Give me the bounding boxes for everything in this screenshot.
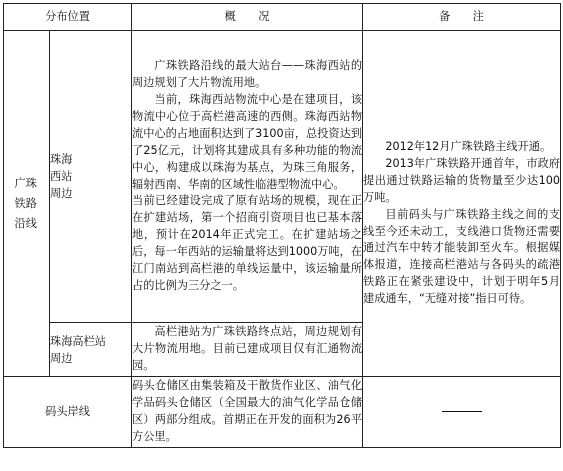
west-station-overview (132, 31, 363, 323)
wharf-name-cell: 码头岸线 (4, 377, 132, 448)
gaolan-station-name-line: 周边 (50, 351, 73, 365)
overview-paragraph: 当前已经建设完成了原有站场的规模，现在正在扩建站场，第一个招商引资项目也已基本落地，预计在2014年正式完工。在扩建站场之后，每一年西站的运输量将达到1000万吨，在江门南站到高栏港的单线运量中，该运输量所占的比例为三分之一。 (132, 194, 363, 292)
remark-paragraph: 2012年12月广珠铁路主线开通。 (385, 139, 552, 153)
gaolan-station-cell (50, 323, 132, 377)
table-row-wharf (4, 377, 561, 448)
region-cell (4, 31, 50, 377)
gaolan-station-name-line: 珠海高栏站 (50, 334, 106, 348)
west-station-name-line: 西站 (50, 170, 73, 183)
west-station-name-line: 周边 (50, 187, 73, 200)
overview-paragraph: 广珠铁路沿线的最大站台——珠海西站的周边规划了大片物流用地。 (132, 59, 363, 90)
empty-dash (442, 411, 482, 412)
table-header-row (4, 4, 561, 31)
west-station-name-line: 珠海 (50, 153, 73, 166)
logistics-distribution-table (3, 3, 561, 448)
region-name-line: 沿线 (14, 216, 37, 230)
region-name-line: 广珠 (14, 176, 37, 190)
header-overview: 概 况 (132, 4, 363, 31)
west-station-cell (50, 31, 132, 323)
header-location: 分布位置 (4, 4, 132, 31)
wharf-remark-cell (363, 377, 561, 448)
region-remarks-cell (363, 31, 561, 377)
region-name-line: 铁路 (14, 196, 37, 210)
remark-paragraph: 2013年广珠铁路开通首年，市政府提出通过铁路运输的货物量至少达100万吨。 (363, 156, 561, 204)
table-row-west-station (4, 31, 561, 323)
wharf-overview (132, 377, 363, 448)
gaolan-station-overview (132, 323, 363, 377)
remark-paragraph: 目前码头与广珠铁路主线之间的支线至今还未动工，支线港口货物还需要通过汽车中转才能装卸至火车。根据媒体报道，连接高栏港站与各码头的疏港铁路正在紧张建设中，计划于明年5月建成通车，“无缝对接”指日可待。 (363, 207, 561, 306)
overview-paragraph: 当前，珠海西站物流中心是在建项目，该物流中心位于高栏港高速的西侧。珠海西站物流中心的占地面积达到了3100亩，总投资达到了25亿元，计划将其建成具有多种功能的物流中心，构建成以珠海为基点，为珠三角服务，辐射西南、华南的区域性临港型物流中心。 (132, 92, 363, 191)
overview-paragraph: 码头仓储区由集装箱及干散货作业区、油气化学品码头仓储区（全国最大的油气化学品仓储区）两部分组成。首期正在开发的面积为26平方公里。 (132, 379, 363, 443)
overview-paragraph: 高栏港站为广珠铁路终点站，周边规划有大片物流用地。目前已建成项目仅有汇通物流园。 (132, 325, 363, 372)
header-remarks: 备 注 (363, 4, 561, 31)
